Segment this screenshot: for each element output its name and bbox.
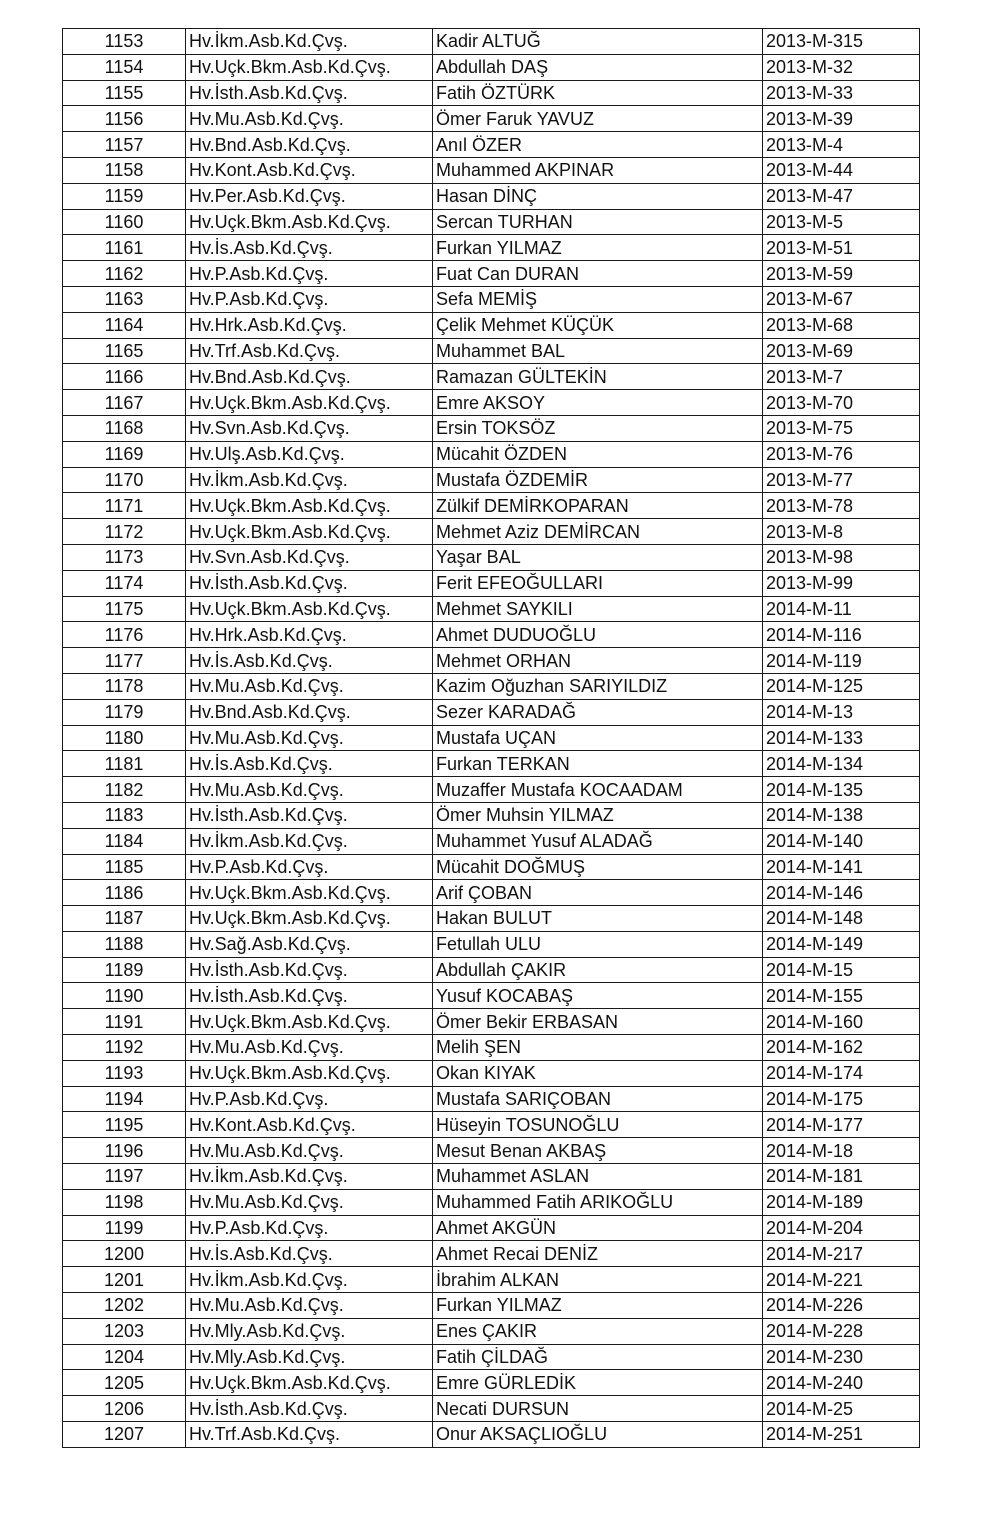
table-row xyxy=(63,1215,920,1241)
table-row xyxy=(63,106,920,132)
row-number-cell: 1159 xyxy=(63,183,186,209)
registry-code-cell: 2014-M-25 xyxy=(763,1396,920,1422)
rank-cell: Hv.İsth.Asb.Kd.Çvş. xyxy=(186,983,433,1009)
rank-cell: Hv.Uçk.Bkm.Asb.Kd.Çvş. xyxy=(186,1370,433,1396)
full-name-cell: Sezer KARADAĞ xyxy=(433,699,763,725)
rank-cell: Hv.İsth.Asb.Kd.Çvş. xyxy=(186,570,433,596)
table-row xyxy=(63,209,920,235)
rank-cell: Hv.Sağ.Asb.Kd.Çvş. xyxy=(186,931,433,957)
table-row xyxy=(63,1422,920,1448)
table-row xyxy=(63,54,920,80)
table-row xyxy=(63,1164,920,1190)
full-name-cell: Sercan TURHAN xyxy=(433,209,763,235)
row-number-cell: 1195 xyxy=(63,1112,186,1138)
table-row xyxy=(63,648,920,674)
row-number-cell: 1175 xyxy=(63,596,186,622)
full-name-cell: Fatih ÇİLDAĞ xyxy=(433,1344,763,1370)
rank-cell: Hv.Mly.Asb.Kd.Çvş. xyxy=(186,1344,433,1370)
document-page xyxy=(62,28,919,1448)
rank-cell: Hv.Hrk.Asb.Kd.Çvş. xyxy=(186,622,433,648)
registry-code-cell: 2014-M-174 xyxy=(763,1060,920,1086)
row-number-cell: 1164 xyxy=(63,312,186,338)
registry-code-cell: 2013-M-70 xyxy=(763,390,920,416)
registry-code-cell: 2013-M-39 xyxy=(763,106,920,132)
row-number-cell: 1163 xyxy=(63,286,186,312)
row-number-cell: 1160 xyxy=(63,209,186,235)
registry-code-cell: 2014-M-18 xyxy=(763,1138,920,1164)
full-name-cell: Ersin TOKSÖZ xyxy=(433,415,763,441)
full-name-cell: Muhammed AKPINAR xyxy=(433,157,763,183)
rank-cell: Hv.Mu.Asb.Kd.Çvş. xyxy=(186,1138,433,1164)
table-row xyxy=(63,1267,920,1293)
table-row xyxy=(63,1009,920,1035)
full-name-cell: Furkan TERKAN xyxy=(433,751,763,777)
full-name-cell: Emre AKSOY xyxy=(433,390,763,416)
full-name-cell: Ömer Muhsin YILMAZ xyxy=(433,802,763,828)
rank-cell: Hv.Uçk.Bkm.Asb.Kd.Çvş. xyxy=(186,519,433,545)
row-number-cell: 1192 xyxy=(63,1035,186,1061)
full-name-cell: Onur AKSAÇLIOĞLU xyxy=(433,1422,763,1448)
row-number-cell: 1202 xyxy=(63,1293,186,1319)
row-number-cell: 1181 xyxy=(63,751,186,777)
table-row xyxy=(63,1396,920,1422)
row-number-cell: 1193 xyxy=(63,1060,186,1086)
row-number-cell: 1206 xyxy=(63,1396,186,1422)
rank-cell: Hv.Kont.Asb.Kd.Çvş. xyxy=(186,1112,433,1138)
table-row xyxy=(63,467,920,493)
table-row xyxy=(63,1112,920,1138)
registry-code-cell: 2014-M-228 xyxy=(763,1318,920,1344)
registry-code-cell: 2014-M-217 xyxy=(763,1241,920,1267)
row-number-cell: 1158 xyxy=(63,157,186,183)
rank-cell: Hv.Mu.Asb.Kd.Çvş. xyxy=(186,725,433,751)
row-number-cell: 1179 xyxy=(63,699,186,725)
rank-cell: Hv.Bnd.Asb.Kd.Çvş. xyxy=(186,132,433,158)
rank-cell: Hv.Uçk.Bkm.Asb.Kd.Çvş. xyxy=(186,596,433,622)
full-name-cell: Abdullah ÇAKIR xyxy=(433,957,763,983)
rank-cell: Hv.Uçk.Bkm.Asb.Kd.Çvş. xyxy=(186,54,433,80)
registry-code-cell: 2014-M-13 xyxy=(763,699,920,725)
registry-code-cell: 2014-M-116 xyxy=(763,622,920,648)
row-number-cell: 1177 xyxy=(63,648,186,674)
row-number-cell: 1170 xyxy=(63,467,186,493)
rank-cell: Hv.Bnd.Asb.Kd.Çvş. xyxy=(186,364,433,390)
row-number-cell: 1205 xyxy=(63,1370,186,1396)
table-row xyxy=(63,699,920,725)
full-name-cell: Mustafa SARIÇOBAN xyxy=(433,1086,763,1112)
registry-code-cell: 2013-M-4 xyxy=(763,132,920,158)
rank-cell: Hv.Trf.Asb.Kd.Çvş. xyxy=(186,1422,433,1448)
full-name-cell: Kazim Oğuzhan SARIYILDIZ xyxy=(433,673,763,699)
registry-code-cell: 2014-M-230 xyxy=(763,1344,920,1370)
full-name-cell: Fuat Can DURAN xyxy=(433,261,763,287)
rank-cell: Hv.Uçk.Bkm.Asb.Kd.Çvş. xyxy=(186,390,433,416)
rank-cell: Hv.Hrk.Asb.Kd.Çvş. xyxy=(186,312,433,338)
table-row xyxy=(63,441,920,467)
full-name-cell: Ahmet DUDUOĞLU xyxy=(433,622,763,648)
rank-cell: Hv.İkm.Asb.Kd.Çvş. xyxy=(186,467,433,493)
full-name-cell: Furkan YILMAZ xyxy=(433,1293,763,1319)
row-number-cell: 1162 xyxy=(63,261,186,287)
full-name-cell: Hasan DİNÇ xyxy=(433,183,763,209)
full-name-cell: Fetullah ULU xyxy=(433,931,763,957)
row-number-cell: 1189 xyxy=(63,957,186,983)
rank-cell: Hv.Mu.Asb.Kd.Çvş. xyxy=(186,673,433,699)
rank-cell: Hv.Uçk.Bkm.Asb.Kd.Çvş. xyxy=(186,209,433,235)
full-name-cell: Ramazan GÜLTEKİN xyxy=(433,364,763,390)
rank-cell: Hv.Mu.Asb.Kd.Çvş. xyxy=(186,1293,433,1319)
table-row xyxy=(63,777,920,803)
rank-cell: Hv.P.Asb.Kd.Çvş. xyxy=(186,286,433,312)
table-row xyxy=(63,544,920,570)
full-name-cell: Ahmet AKGÜN xyxy=(433,1215,763,1241)
full-name-cell: Fatih ÖZTÜRK xyxy=(433,80,763,106)
rank-cell: Hv.Bnd.Asb.Kd.Çvş. xyxy=(186,699,433,725)
full-name-cell: Yaşar BAL xyxy=(433,544,763,570)
rank-cell: Hv.Uçk.Bkm.Asb.Kd.Çvş. xyxy=(186,493,433,519)
registry-code-cell: 2013-M-76 xyxy=(763,441,920,467)
rank-cell: Hv.Mu.Asb.Kd.Çvş. xyxy=(186,777,433,803)
full-name-cell: Okan KIYAK xyxy=(433,1060,763,1086)
registry-code-cell: 2013-M-8 xyxy=(763,519,920,545)
rank-cell: Hv.İs.Asb.Kd.Çvş. xyxy=(186,1241,433,1267)
registry-code-cell: 2013-M-33 xyxy=(763,80,920,106)
registry-code-cell: 2013-M-98 xyxy=(763,544,920,570)
row-number-cell: 1155 xyxy=(63,80,186,106)
table-row xyxy=(63,132,920,158)
full-name-cell: Mehmet SAYKILI xyxy=(433,596,763,622)
full-name-cell: Kadir ALTUĞ xyxy=(433,29,763,55)
table-row xyxy=(63,493,920,519)
row-number-cell: 1153 xyxy=(63,29,186,55)
table-row xyxy=(63,1189,920,1215)
registry-code-cell: 2014-M-15 xyxy=(763,957,920,983)
table-row xyxy=(63,1293,920,1319)
full-name-cell: Mehmet Aziz DEMİRCAN xyxy=(433,519,763,545)
registry-code-cell: 2013-M-32 xyxy=(763,54,920,80)
registry-code-cell: 2013-M-44 xyxy=(763,157,920,183)
rank-cell: Hv.P.Asb.Kd.Çvş. xyxy=(186,261,433,287)
table-row xyxy=(63,1318,920,1344)
table-row xyxy=(63,338,920,364)
row-number-cell: 1178 xyxy=(63,673,186,699)
rank-cell: Hv.İsth.Asb.Kd.Çvş. xyxy=(186,80,433,106)
row-number-cell: 1185 xyxy=(63,854,186,880)
table-row xyxy=(63,261,920,287)
full-name-cell: Ahmet Recai DENİZ xyxy=(433,1241,763,1267)
row-number-cell: 1191 xyxy=(63,1009,186,1035)
full-name-cell: Muhammed Fatih ARIKOĞLU xyxy=(433,1189,763,1215)
row-number-cell: 1173 xyxy=(63,544,186,570)
registry-code-cell: 2013-M-77 xyxy=(763,467,920,493)
registry-code-cell: 2013-M-67 xyxy=(763,286,920,312)
registry-code-cell: 2014-M-149 xyxy=(763,931,920,957)
row-number-cell: 1184 xyxy=(63,828,186,854)
registry-code-cell: 2014-M-133 xyxy=(763,725,920,751)
registry-code-cell: 2013-M-69 xyxy=(763,338,920,364)
table-row xyxy=(63,183,920,209)
full-name-cell: Zülkif DEMİRKOPARAN xyxy=(433,493,763,519)
personnel-table-body xyxy=(63,29,920,1448)
row-number-cell: 1165 xyxy=(63,338,186,364)
registry-code-cell: 2014-M-204 xyxy=(763,1215,920,1241)
row-number-cell: 1186 xyxy=(63,880,186,906)
table-row xyxy=(63,622,920,648)
full-name-cell: Muhammet BAL xyxy=(433,338,763,364)
table-row xyxy=(63,596,920,622)
registry-code-cell: 2014-M-155 xyxy=(763,983,920,1009)
rank-cell: Hv.Uçk.Bkm.Asb.Kd.Çvş. xyxy=(186,1009,433,1035)
registry-code-cell: 2014-M-141 xyxy=(763,854,920,880)
registry-code-cell: 2013-M-5 xyxy=(763,209,920,235)
full-name-cell: Mustafa UÇAN xyxy=(433,725,763,751)
table-row xyxy=(63,235,920,261)
full-name-cell: Melih ŞEN xyxy=(433,1035,763,1061)
table-row xyxy=(63,1370,920,1396)
row-number-cell: 1194 xyxy=(63,1086,186,1112)
rank-cell: Hv.Ulş.Asb.Kd.Çvş. xyxy=(186,441,433,467)
row-number-cell: 1157 xyxy=(63,132,186,158)
full-name-cell: Mustafa ÖZDEMİR xyxy=(433,467,763,493)
rank-cell: Hv.Trf.Asb.Kd.Çvş. xyxy=(186,338,433,364)
table-row xyxy=(63,854,920,880)
registry-code-cell: 2013-M-51 xyxy=(763,235,920,261)
table-row xyxy=(63,1344,920,1370)
row-number-cell: 1166 xyxy=(63,364,186,390)
rank-cell: Hv.Kont.Asb.Kd.Çvş. xyxy=(186,157,433,183)
rank-cell: Hv.İsth.Asb.Kd.Çvş. xyxy=(186,957,433,983)
registry-code-cell: 2013-M-315 xyxy=(763,29,920,55)
rank-cell: Hv.İs.Asb.Kd.Çvş. xyxy=(186,751,433,777)
row-number-cell: 1174 xyxy=(63,570,186,596)
registry-code-cell: 2014-M-134 xyxy=(763,751,920,777)
registry-code-cell: 2014-M-226 xyxy=(763,1293,920,1319)
rank-cell: Hv.Uçk.Bkm.Asb.Kd.Çvş. xyxy=(186,906,433,932)
registry-code-cell: 2014-M-125 xyxy=(763,673,920,699)
table-row xyxy=(63,1086,920,1112)
registry-code-cell: 2014-M-119 xyxy=(763,648,920,674)
rank-cell: Hv.İs.Asb.Kd.Çvş. xyxy=(186,648,433,674)
registry-code-cell: 2013-M-99 xyxy=(763,570,920,596)
full-name-cell: Mücahit DOĞMUŞ xyxy=(433,854,763,880)
registry-code-cell: 2014-M-160 xyxy=(763,1009,920,1035)
row-number-cell: 1169 xyxy=(63,441,186,467)
rank-cell: Hv.İsth.Asb.Kd.Çvş. xyxy=(186,802,433,828)
full-name-cell: İbrahim ALKAN xyxy=(433,1267,763,1293)
full-name-cell: Necati DURSUN xyxy=(433,1396,763,1422)
full-name-cell: Hakan BULUT xyxy=(433,906,763,932)
full-name-cell: Mesut Benan AKBAŞ xyxy=(433,1138,763,1164)
registry-code-cell: 2013-M-59 xyxy=(763,261,920,287)
table-row xyxy=(63,880,920,906)
full-name-cell: Arif ÇOBAN xyxy=(433,880,763,906)
rank-cell: Hv.Mu.Asb.Kd.Çvş. xyxy=(186,1035,433,1061)
row-number-cell: 1167 xyxy=(63,390,186,416)
rank-cell: Hv.P.Asb.Kd.Çvş. xyxy=(186,854,433,880)
registry-code-cell: 2014-M-135 xyxy=(763,777,920,803)
table-row xyxy=(63,364,920,390)
registry-code-cell: 2014-M-175 xyxy=(763,1086,920,1112)
rank-cell: Hv.İkm.Asb.Kd.Çvş. xyxy=(186,828,433,854)
registry-code-cell: 2014-M-162 xyxy=(763,1035,920,1061)
table-row xyxy=(63,931,920,957)
full-name-cell: Hüseyin TOSUNOĞLU xyxy=(433,1112,763,1138)
personnel-table xyxy=(62,28,920,1448)
table-row xyxy=(63,1138,920,1164)
registry-code-cell: 2013-M-68 xyxy=(763,312,920,338)
table-row xyxy=(63,1035,920,1061)
full-name-cell: Abdullah DAŞ xyxy=(433,54,763,80)
full-name-cell: Ömer Bekir ERBASAN xyxy=(433,1009,763,1035)
registry-code-cell: 2014-M-251 xyxy=(763,1422,920,1448)
row-number-cell: 1199 xyxy=(63,1215,186,1241)
row-number-cell: 1198 xyxy=(63,1189,186,1215)
table-row xyxy=(63,802,920,828)
full-name-cell: Muhammet ASLAN xyxy=(433,1164,763,1190)
row-number-cell: 1197 xyxy=(63,1164,186,1190)
registry-code-cell: 2014-M-177 xyxy=(763,1112,920,1138)
rank-cell: Hv.Svn.Asb.Kd.Çvş. xyxy=(186,415,433,441)
registry-code-cell: 2013-M-7 xyxy=(763,364,920,390)
rank-cell: Hv.İkm.Asb.Kd.Çvş. xyxy=(186,1164,433,1190)
row-number-cell: 1201 xyxy=(63,1267,186,1293)
rank-cell: Hv.P.Asb.Kd.Çvş. xyxy=(186,1215,433,1241)
table-row xyxy=(63,415,920,441)
rank-cell: Hv.Mu.Asb.Kd.Çvş. xyxy=(186,1189,433,1215)
row-number-cell: 1172 xyxy=(63,519,186,545)
table-row xyxy=(63,157,920,183)
row-number-cell: 1183 xyxy=(63,802,186,828)
full-name-cell: Mücahit ÖZDEN xyxy=(433,441,763,467)
registry-code-cell: 2014-M-221 xyxy=(763,1267,920,1293)
full-name-cell: Enes ÇAKIR xyxy=(433,1318,763,1344)
table-row xyxy=(63,570,920,596)
table-row xyxy=(63,673,920,699)
full-name-cell: Emre GÜRLEDİK xyxy=(433,1370,763,1396)
row-number-cell: 1207 xyxy=(63,1422,186,1448)
row-number-cell: 1187 xyxy=(63,906,186,932)
full-name-cell: Muhammet Yusuf ALADAĞ xyxy=(433,828,763,854)
rank-cell: Hv.İkm.Asb.Kd.Çvş. xyxy=(186,29,433,55)
row-number-cell: 1204 xyxy=(63,1344,186,1370)
row-number-cell: 1180 xyxy=(63,725,186,751)
table-row xyxy=(63,1060,920,1086)
rank-cell: Hv.İs.Asb.Kd.Çvş. xyxy=(186,235,433,261)
table-row xyxy=(63,983,920,1009)
row-number-cell: 1200 xyxy=(63,1241,186,1267)
table-row xyxy=(63,519,920,545)
row-number-cell: 1156 xyxy=(63,106,186,132)
table-row xyxy=(63,751,920,777)
table-row xyxy=(63,906,920,932)
table-row xyxy=(63,29,920,55)
registry-code-cell: 2013-M-75 xyxy=(763,415,920,441)
rank-cell: Hv.Mu.Asb.Kd.Çvş. xyxy=(186,106,433,132)
row-number-cell: 1154 xyxy=(63,54,186,80)
table-row xyxy=(63,725,920,751)
rank-cell: Hv.Uçk.Bkm.Asb.Kd.Çvş. xyxy=(186,880,433,906)
table-row xyxy=(63,80,920,106)
row-number-cell: 1176 xyxy=(63,622,186,648)
row-number-cell: 1188 xyxy=(63,931,186,957)
rank-cell: Hv.İkm.Asb.Kd.Çvş. xyxy=(186,1267,433,1293)
row-number-cell: 1182 xyxy=(63,777,186,803)
row-number-cell: 1190 xyxy=(63,983,186,1009)
full-name-cell: Ömer Faruk YAVUZ xyxy=(433,106,763,132)
full-name-cell: Yusuf KOCABAŞ xyxy=(433,983,763,1009)
registry-code-cell: 2014-M-138 xyxy=(763,802,920,828)
registry-code-cell: 2013-M-47 xyxy=(763,183,920,209)
table-row xyxy=(63,828,920,854)
table-row xyxy=(63,390,920,416)
full-name-cell: Ferit EFEOĞULLARI xyxy=(433,570,763,596)
full-name-cell: Muzaffer Mustafa KOCAADAM xyxy=(433,777,763,803)
table-row xyxy=(63,1241,920,1267)
rank-cell: Hv.Svn.Asb.Kd.Çvş. xyxy=(186,544,433,570)
row-number-cell: 1171 xyxy=(63,493,186,519)
registry-code-cell: 2013-M-78 xyxy=(763,493,920,519)
rank-cell: Hv.İsth.Asb.Kd.Çvş. xyxy=(186,1396,433,1422)
registry-code-cell: 2014-M-140 xyxy=(763,828,920,854)
rank-cell: Hv.P.Asb.Kd.Çvş. xyxy=(186,1086,433,1112)
row-number-cell: 1196 xyxy=(63,1138,186,1164)
table-row xyxy=(63,286,920,312)
full-name-cell: Çelik Mehmet KÜÇÜK xyxy=(433,312,763,338)
rank-cell: Hv.Mly.Asb.Kd.Çvş. xyxy=(186,1318,433,1344)
row-number-cell: 1168 xyxy=(63,415,186,441)
registry-code-cell: 2014-M-148 xyxy=(763,906,920,932)
table-row xyxy=(63,957,920,983)
rank-cell: Hv.Uçk.Bkm.Asb.Kd.Çvş. xyxy=(186,1060,433,1086)
registry-code-cell: 2014-M-11 xyxy=(763,596,920,622)
full-name-cell: Sefa MEMİŞ xyxy=(433,286,763,312)
registry-code-cell: 2014-M-181 xyxy=(763,1164,920,1190)
full-name-cell: Mehmet ORHAN xyxy=(433,648,763,674)
registry-code-cell: 2014-M-146 xyxy=(763,880,920,906)
rank-cell: Hv.Per.Asb.Kd.Çvş. xyxy=(186,183,433,209)
table-row xyxy=(63,312,920,338)
registry-code-cell: 2014-M-240 xyxy=(763,1370,920,1396)
registry-code-cell: 2014-M-189 xyxy=(763,1189,920,1215)
full-name-cell: Anıl ÖZER xyxy=(433,132,763,158)
row-number-cell: 1161 xyxy=(63,235,186,261)
full-name-cell: Furkan YILMAZ xyxy=(433,235,763,261)
row-number-cell: 1203 xyxy=(63,1318,186,1344)
